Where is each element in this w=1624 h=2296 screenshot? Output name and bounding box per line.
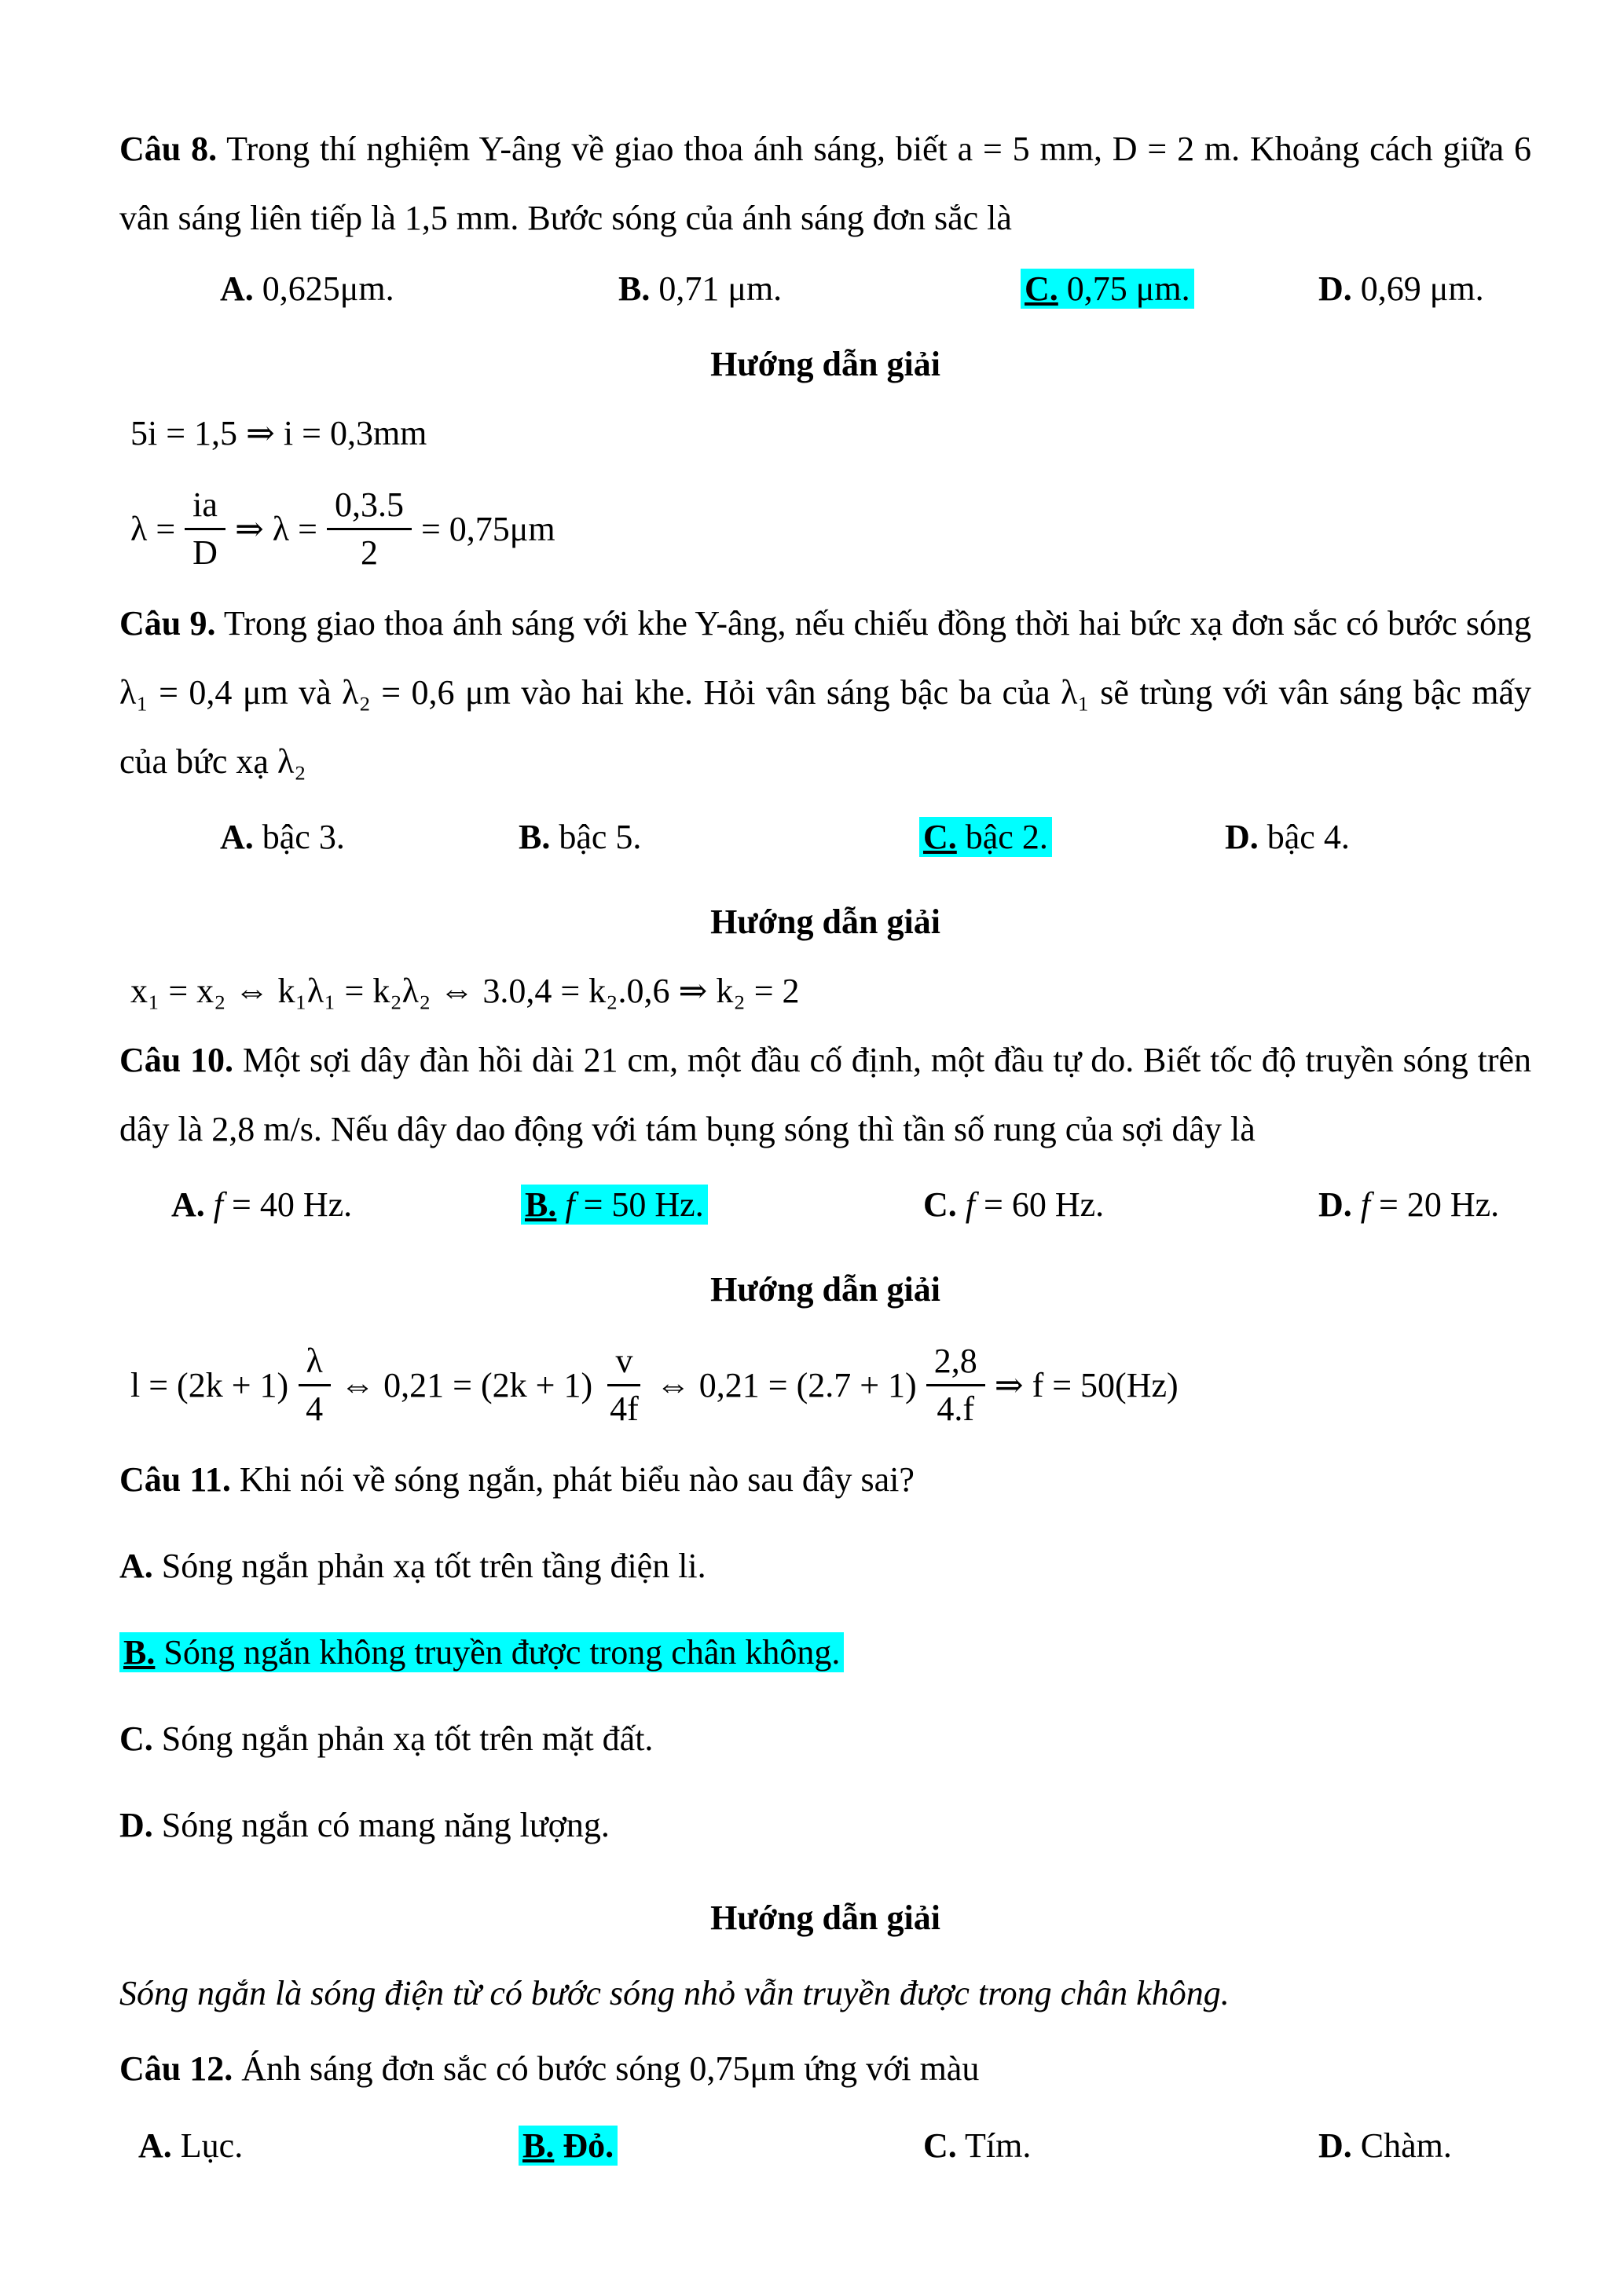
denominator: D [192,533,218,572]
question-11-option-a [119,1532,1531,1601]
question-11-option-d [119,1791,1531,1860]
option-text: bậc 3. [262,818,345,856]
question-10-option-a [171,1170,521,1240]
question-8-options [119,255,1531,324]
option-letter: B. [522,2126,555,2165]
fraction [602,1338,647,1430]
option-text: 0,625μm. [262,269,394,308]
option-text: 0,71 μm. [658,269,783,308]
question-12-options [119,2111,1531,2181]
fraction [926,1338,985,1430]
question-10-option-d [1318,1170,1531,1240]
option-letter: B. [123,1633,156,1672]
option-text: 0,75 μm. [1066,269,1190,308]
formula-part: l = (2k + 1) [130,1365,289,1404]
guide-heading-q9: Hướng dẫn giải [710,903,940,941]
formula-q8-line1: 5i = 1,5 ⇒ i = 0,3mm [130,414,427,452]
option-letter: C. [119,1719,153,1758]
numerator: 0,3.5 [327,482,412,529]
option-text: = 20 Hz. [1370,1185,1500,1224]
option-text: Sóng ngắn không truyền được trong chân không. [163,1633,841,1672]
answer-highlight [519,2126,618,2166]
option-text: bậc 5. [559,818,642,856]
option-letter: D. [1225,818,1259,856]
denominator: 4f [610,1389,639,1428]
answer-highlight [919,817,1052,857]
question-8-option-a [220,255,618,324]
option-letter: A. [220,269,254,308]
question-11-option-b-correct [119,1618,1531,1687]
question-10-option-b-correct [521,1170,923,1240]
option-letter: C. [923,818,957,856]
formula-part: = 0,75μm [420,509,555,548]
option-letter: B. [519,818,551,856]
question-11-paragraph [119,1445,1531,1514]
option-letter: C. [1025,269,1058,308]
question-9-options [119,803,1531,872]
f-variable: f [965,1185,976,1224]
question-11-label: Câu 11. [119,1460,231,1499]
question-10-option-c [923,1170,1318,1240]
denominator: 2 [360,533,378,572]
option-text: Sóng ngắn phản xạ tốt trên tầng điện li. [161,1547,706,1585]
option-text: Đỏ. [563,2126,614,2165]
option-letter: A. [138,2126,172,2165]
option-letter: D. [119,1806,153,1844]
question-10-text: Một sợi dây đàn hồi dài 21 cm, một đầu cố định, một đầu tự do. Biết tốc độ truyền sóng trên dây là 2,8 m/s. Nếu dây dao động với tám bụng sóng thì tần số rung của sợi dây là [119,1041,1532,1148]
answer-highlight [1021,269,1194,309]
option-letter: D. [1318,2126,1352,2165]
option-letter: A. [220,818,254,856]
question-10-label: Câu 10. [119,1041,234,1079]
answer-highlight [521,1185,708,1225]
option-text: Lục. [180,2126,244,2165]
question-9-option-c-correct [919,803,1225,872]
question-12-paragraph [119,2034,1531,2104]
denominator: 4.f [937,1389,975,1428]
question-8-option-b [618,255,1021,324]
option-text: bậc 2. [965,818,1048,856]
formula-part: λ = [130,509,176,548]
option-letter: D. [1318,269,1352,308]
formula-part: ⇒ f = 50(Hz) [994,1365,1179,1404]
fraction [185,482,225,574]
option-letter: A. [171,1185,205,1224]
option-text: = 40 Hz. [223,1185,353,1224]
option-letter: B. [525,1185,557,1224]
question-12-option-a [138,2111,519,2181]
option-text: bậc 4. [1267,818,1350,856]
question-9-text: Trong giao thoa ánh sáng với khe Y-âng, nếu chiếu đồng thời hai bức xạ đơn sắc có bước sóng λ₁ = 0,4 μm và λ₂ = 0,6 μm vào hai khe. Hỏi vân sáng bậc ba của λ₁ sẽ trùng với vân sáng bậc mấy của bức xạ λ₂ [119,604,1531,781]
question-9-option-d [1225,803,1531,872]
formula-part: ⇒ λ = [234,509,317,548]
option-letter: B. [618,269,651,308]
denominator: 4 [306,1389,324,1428]
numerator: ia [185,482,225,529]
formula-q10 [119,1338,1531,1431]
question-8-paragraph [119,115,1531,253]
option-text: Chàm. [1360,2126,1452,2165]
formula-part: ⇔ 0,21 = (2k + 1) [340,1365,593,1404]
question-12-option-b-correct [519,2111,923,2181]
question-12-label: Câu 12. [119,2049,233,2088]
f-variable: f [213,1185,224,1224]
option-text: 0,69 μm. [1360,269,1484,308]
option-letter: C. [923,2126,957,2165]
question-12-option-d [1318,2111,1531,2181]
answer-highlight [119,1632,844,1672]
guide-heading-q10: Hướng dẫn giải [710,1270,940,1309]
option-text: Tím. [965,2126,1032,2165]
question-8-option-c-correct [1021,255,1318,324]
numerator: λ [299,1338,331,1386]
option-letter: D. [1318,1185,1352,1224]
numerator: 2,8 [926,1338,985,1386]
numerator: v [607,1338,640,1386]
question-11-option-c [119,1705,1531,1774]
solution-q11-note: Sóng ngắn là sóng điện từ có bước sóng nhỏ vẫn truyền được trong chân không. [119,1974,1230,2012]
option-letter: A. [119,1547,153,1585]
question-10-paragraph [119,1026,1531,1164]
option-text: Sóng ngắn phản xạ tốt trên mặt đất. [161,1719,654,1758]
guide-heading-q8: Hướng dẫn giải [710,345,940,383]
question-9-label: Câu 9. [119,604,216,643]
option-letter: C. [923,1185,957,1224]
option-text: Sóng ngắn có mang năng lượng. [161,1806,610,1844]
f-variable: f [1360,1185,1371,1224]
formula-part: ⇔ 0,21 = (2.7 + 1) [655,1365,917,1404]
option-text: = 60 Hz. [975,1185,1105,1224]
fraction [327,482,412,574]
fraction [298,1338,331,1430]
question-8-text: Trong thí nghiệm Y-âng về giao thoa ánh sáng, biết a = 5 mm, D = 2 m. Khoảng cách giữa 6 vân sáng liên tiếp là 1,5 mm. Bước sóng của ánh sáng đơn sắc là [119,130,1532,237]
question-9-option-a [220,803,519,872]
question-12-text: Ánh sáng đơn sắc có bước sóng 0,75μm ứng với màu [241,2049,980,2088]
formula-q8-line2 [119,482,1531,575]
question-12-option-c [923,2111,1318,2181]
question-8-label: Câu 8. [119,130,218,168]
question-10-options [119,1170,1531,1240]
guide-heading-q11: Hướng dẫn giải [710,1899,940,1937]
option-text: = 50 Hz. [574,1185,704,1224]
f-variable: f [565,1185,575,1224]
question-9-option-b [519,803,919,872]
question-8-option-d [1318,255,1531,324]
formula-q9: x₁ = x₂ ⇔ k₁λ₁ = k₂λ₂ ⇔ 3.0,4 = k₂.0,6 ⇒ k₂ = 2 [130,972,800,1010]
question-9-paragraph [119,589,1531,796]
question-11-text: Khi nói về sóng ngắn, phát biểu nào sau đây sai? [239,1460,915,1499]
